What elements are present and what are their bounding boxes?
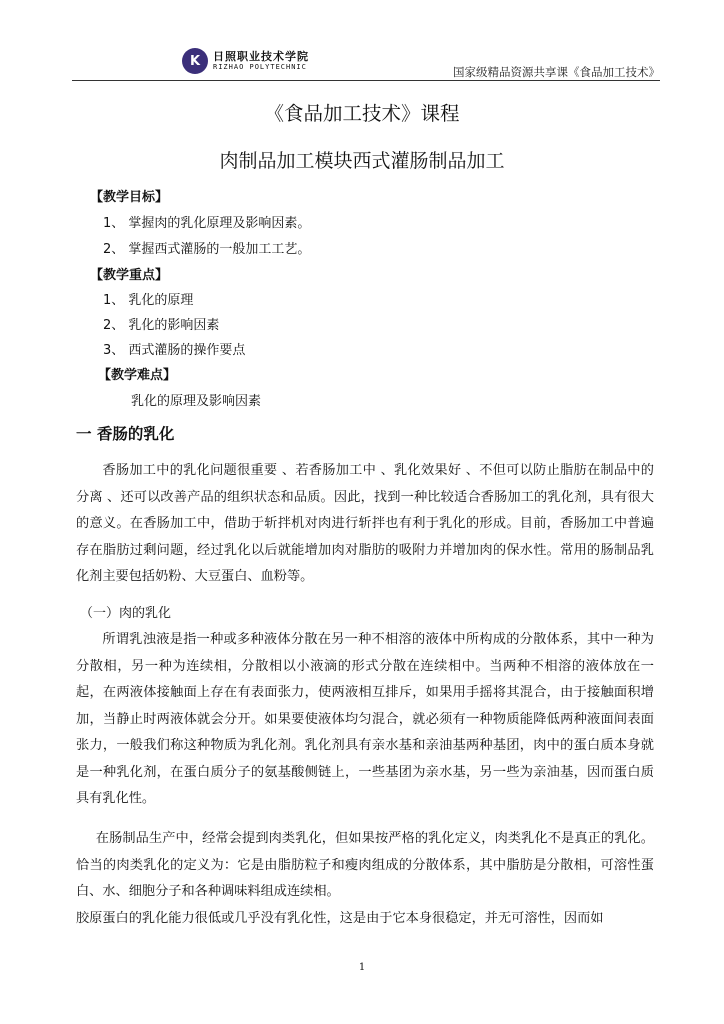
document-title: 《食品加工技术》课程 — [264, 102, 460, 125]
objective-item: 2、 掌握西式灌肠的一般加工工艺。 — [103, 242, 311, 257]
key-point-item: 3、 西式灌肠的操作要点 — [103, 343, 246, 358]
page-header — [72, 40, 660, 80]
school-name-cn: 日照职业技术学院 — [213, 50, 309, 63]
section-heading: 一 香肠的乳化 — [76, 425, 175, 443]
subsection-heading: （一）肉的乳化 — [80, 606, 172, 621]
key-point-item: 1、 乳化的原理 — [103, 293, 194, 308]
document-subtitle: 肉制品加工模块西式灌肠制品加工 — [219, 150, 505, 172]
header-divider — [72, 80, 660, 81]
difficulties-heading: 【教学难点】 — [98, 368, 177, 383]
school-logo — [182, 48, 309, 74]
objective-item: 1、 掌握肉的乳化原理及影响因素。 — [103, 216, 311, 231]
key-points-heading: 【教学重点】 — [90, 268, 169, 283]
school-name-en: RIZHAO POLYTECHNIC — [213, 63, 307, 71]
body-paragraph: 胶原蛋白的乳化能力很低或几乎没有乳化性，这是由于它本身很稳定，并无可溶性，因而如 — [76, 911, 604, 926]
page-number: 1 — [358, 962, 366, 973]
difficulty-item: 乳化的原理及影响因素 — [131, 394, 262, 409]
key-point-item: 2、 乳化的影响因素 — [103, 318, 220, 333]
body-paragraph: 在肠制品生产中，经常会提到肉类乳化，但如果按严格的乳化定义，肉类乳化不是真正的乳化。恰当的肉类乳化的定义为：它是由脂肪粒子和瘦肉组成的分散体系，其中脂肪是分散相，可溶性蛋白、水、细胞分子和各种调味料组成连续相。 — [76, 831, 654, 899]
body-paragraph: 香肠加工中的乳化问题很重要 、若香肠加工中 、乳化效果好 、不但可以防止脂肪在制品中的分离 、还可以改善产品的组织状态和品质。因此，找到一种比较适合香肠加工的乳化剂，具有很大的意义。在香肠加工中，借助于斩拌机对肉进行斩拌也有利于乳化的形成。目前，香肠加工中普遍存在脂肪过剩问题，经过乳化以后就能增加肉对脂肪的吸附力并增加肉的保水性。常用的肠制品乳化剂主要包括奶粉、大豆蛋白、血粉等。 — [76, 463, 654, 584]
course-label: 国家级精品资源共享课《食品加工技术》 — [453, 65, 660, 79]
school-emblem-icon: K — [182, 48, 208, 74]
body-paragraph: 所谓乳浊液是指一种或多种液体分散在另一种不相溶的液体中所构成的分散体系，其中一种为分散相，另一种为连续相，分散相以小液滴的形式分散在连续相中。当两种不相溶的液体放在一起，在两液体接触面上存在有表面张力，使两液相互排斥，如果用手摇将其混合，由于接触面积增加，当静止时两液体就会分开。如果要使液体均匀混合，就必须有一种物质能降低两种液面间表面张力，一般我们称这种物质为乳化剂。乳化剂具有亲水基和亲油基两种基团，肉中的蛋白质本身就是一种乳化剂，在蛋白质分子的氨基酸侧链上，一些基团为亲水基，另一些为亲油基，因而蛋白质具有乳化性。 — [76, 632, 654, 806]
objectives-heading: 【教学目标】 — [90, 190, 169, 205]
